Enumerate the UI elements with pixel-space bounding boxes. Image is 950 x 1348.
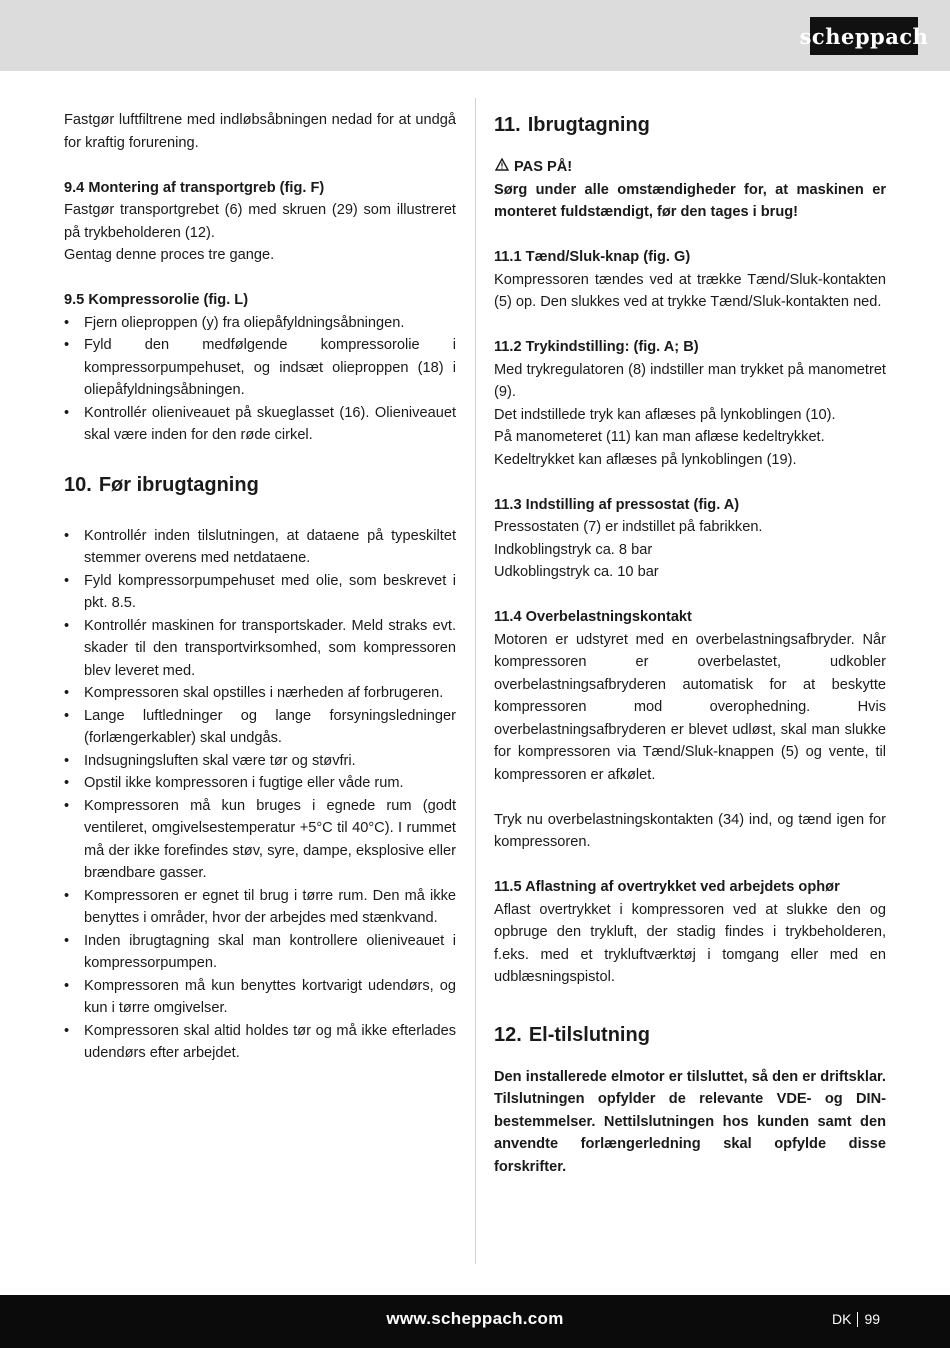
page-indicator [832,1311,880,1327]
section-9-4-text-2: Gentag denne proces tre gange. [64,247,275,263]
section-11-4-text-2: Tryk nu overbelastningskontakten (34) ind, og tænd igen for kompressoren. [494,811,886,850]
section-11-2-title: 11.2 Trykindstilling: (fig. A; B) [494,339,699,355]
website-link[interactable]: www.scheppach.com [386,1309,564,1328]
section-11-3-line: Pressostaten (7) er indstillet på fabrikken. [494,519,763,535]
column-divider [475,98,476,1264]
section-11-3-line: Indkoblingstryk ca. 8 bar [494,541,653,558]
list-item: • Kompressoren må kun bruges i egnede rum (godt ventileret, omgivelsestemperatur +5°C til 40°C). I rummet må der ikke forefindes støv, syre, dampe, eksplosive eller brændbare gasser. [64,795,456,885]
list-item: • Lange luftledninger og lange forsyningsledninger (forlængerkabler) skal undgås. [64,705,456,750]
section-10-number: 10. [64,474,92,496]
section-11-3-title: 11.3 Indstilling af pressostat (fig. A) [494,496,740,513]
list-item: • Indsugningsluften skal være tør og støvfri. [64,750,456,773]
list-item: • Fyld den medfølgende kompressorolie i kompressorpumpehuset, og indsæt olieproppen (18) i oliepåfyldningsåbningen. [64,334,456,402]
brand-logo [799,17,929,55]
list-item: • Kontrollér inden tilslutningen, at dataene på typeskiltet stemmer overens med netdataene. [64,525,456,570]
section-12-number: 12. [494,1023,522,1046]
list-item: • Opstil ikke kompressoren i fugtige eller våde rum. [64,772,456,795]
language-code: DK [832,1311,852,1327]
intro-paragraph: Fastgør luftfiltrene med indløbsåbningen nedad for at undgå for kraftig forurening. [64,112,456,151]
section-9-5-list [64,312,456,447]
list-item: • Kompressoren skal opstilles i nærheden af forbrugeren. [64,682,456,705]
page-number: 99 [864,1311,881,1327]
section-11-title: Ibrugtagning [527,114,650,136]
section-10-heading [64,469,456,502]
list-item: • Kompressoren må kun benyttes kortvarigt udendørs, og kun i tørre omgivelser. [64,975,456,1020]
section-11-3-line: Udkoblingstryk ca. 10 bar [494,564,659,580]
section-11-4-title: 11.4 Overbelastningskontakt [494,609,692,625]
right-column [494,109,886,1178]
list-item: • Kompressoren skal altid holdes tør og må ikke efterlades udendørs efter arbejdet. [64,1020,456,1065]
section-12-text: Den installerede elmotor er tilsluttet, så den er driftsklar. Tilslutningen opfylder de relevante VDE- og DIN-bestemmelser. Nettilslutningen hos kunden samt den anvendte forlængerledning skal opfylde disse forskrifter. [494,1068,886,1175]
section-11-2-line: Det indstillede tryk kan aflæses på lynkoblingen (10). [494,406,836,423]
warning-triangle-icon [494,158,510,171]
section-9-4-text: Fastgør transportgrebet (6) med skruen (29) som illustreret på trykbeholderen (12). [64,202,456,241]
section-10-list [64,525,456,1065]
section-9-4-title: 9.4 Montering af transportgreb (fig. F) [64,179,325,196]
list-item: • Kompressoren er egnet til brug i tørre rum. Den må ikke benyttes i områder, hvor der arbejdes med stænkvand. [64,885,456,930]
section-11-5-title: 11.5 Aflastning af overtrykket ved arbejdets ophør [494,879,840,895]
section-10-title: Før ibrugtagning [98,474,259,496]
header-bar [0,0,950,71]
list-item: • Kontrollér olieniveauet på skueglasset (16). Olieniveauet skal være inden for den røde cirkel. [64,402,456,447]
section-11-2-line: På manometeret (11) kan man aflæse kedeltrykket. [494,429,825,445]
section-11-2-line: Kedeltrykket kan aflæses på lynkoblingen (19). [494,451,797,468]
footer-bar [0,1295,950,1348]
section-9-5-title: 9.5 Kompressorolie (fig. L) [64,292,249,308]
list-item: • Fyld kompressorpumpehuset med olie, som beskrevet i pkt. 8.5. [64,570,456,615]
section-11-heading [494,109,886,142]
section-11-5-text: Aflast overtrykket i kompressoren ved at slukke den og opbruge den trykluft, der stadig findes i trykbeholderen, f.eks. med et trykluftværktøj i tomgang eller med en udblæsningspistol. [494,901,886,985]
section-11-1-text: Kompressoren tændes ved at trække Tænd/Sluk-kontakten (5) op. Den slukkes ved at trykke Tænd/Sluk-kontakten ned. [494,271,886,310]
section-12-heading [494,1019,886,1052]
separator [857,1312,858,1327]
warning-text: Sørg under alle omstændigheder for, at maskinen er monteret fuldstændigt, før den tages i brug! [494,181,886,220]
warning-label: PAS PÅ! [514,159,573,175]
list-item: • Fjern olieproppen (y) fra oliepåfyldningsåbningen. [64,312,456,335]
section-12-title: El-tilslutning [528,1023,650,1046]
section-11-number: 11. [494,114,521,136]
list-item: • Kontrollér maskinen for transportskader. Meld straks evt. skader til den transportvirksomhed, som kompressoren blev leveret med. [64,615,456,683]
section-11-1-title: 11.1 Tænd/Sluk-knap (fig. G) [494,249,691,265]
list-item: • Inden ibrugtagning skal man kontrollere olieniveauet i kompressorpumpen. [64,930,456,975]
warning-line [494,156,886,179]
logo-text: scheppach [799,23,929,49]
left-column [64,109,456,1065]
section-11-4-text: Motoren er udstyret med en overbelastningsafbryder. Når kompressoren er overbelastet, udkobler overbelastningsafbryderen automatisk for at beskytte kompressoren mod overophedning. Hvis overbelastningsafbryderen er blevet udløst, skal man slukke for kompressoren via Tænd/Sluk-knappen (5) og vente, til kompressoren er afkølet. [494,631,886,783]
section-11-2-line: Med trykregulatoren (8) indstiller man trykket på manometret (9). [494,361,886,400]
